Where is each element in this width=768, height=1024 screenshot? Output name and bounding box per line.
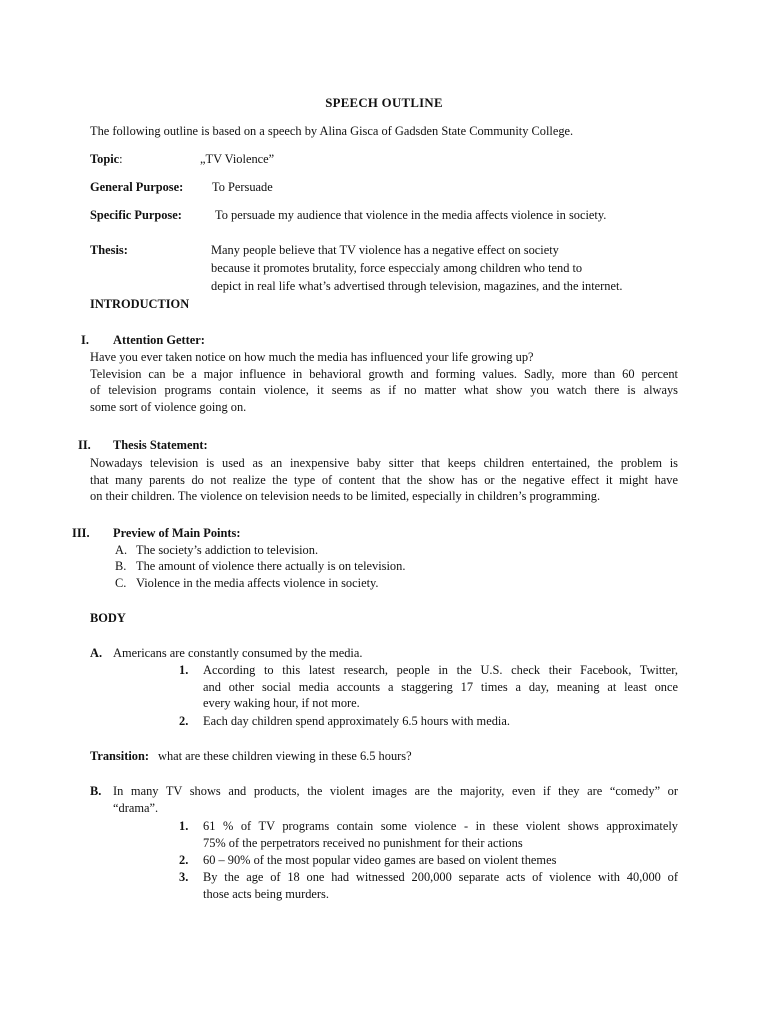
paragraph-line: Television can be a major influence in behavioral growth and forming values. Sadly, more than 60 percent [90, 366, 678, 381]
paragraph-line: “drama”. [113, 800, 159, 815]
thesis-line: because it promotes brutality, force especcialy among children who tend to [211, 261, 583, 275]
body-heading: BODY [90, 611, 126, 625]
specific-purpose-label: Specific Purpose: [90, 208, 182, 222]
thesis-line: Many people believe that TV violence has a negative effect on society [211, 243, 559, 257]
preview-letter: B. [115, 559, 127, 573]
paragraph-line: 75% of the perpetrators received no punishment for their actions [203, 835, 523, 850]
preview-point: The society’s addiction to television. [136, 543, 319, 557]
item-number: 2. [179, 714, 189, 728]
body-subitem [203, 818, 678, 851]
topic-value: „TV Violence” [200, 152, 275, 166]
paragraph-line: that many parents do not realize the type of content that the show has or the negative effect it might have [90, 472, 678, 487]
body-subitem [203, 869, 678, 902]
body-subitem: Each day children spend approximately 6.5 hours with media. [203, 714, 510, 728]
paragraph-line: Have you ever taken notice on how much the media has influenced your life growing up? [90, 350, 534, 364]
intro-line: The following outline is based on a speech by Alina Gisca of Gadsden State Community College. [90, 124, 574, 138]
paragraph-line: According to this latest research, people in the U.S. check their Facebook, Twitter, [203, 663, 678, 677]
paragraph-line: on their children. The violence on television needs to be limited, especially in children’s programming. [90, 489, 601, 504]
paragraph-line: every waking hour, if not more. [203, 696, 360, 711]
item-number: 3. [179, 870, 189, 884]
section-numeral: II. [78, 438, 91, 452]
paragraph-line: those acts being murders. [203, 886, 329, 901]
thesis-statement-heading: Thesis Statement: [113, 438, 208, 452]
paragraph-line: 61 % of TV programs contain some violence - in these violent shows approximately [203, 819, 678, 833]
body-point-text [113, 783, 678, 816]
general-purpose-value: To Persuade [212, 180, 273, 194]
introduction-heading: INTRODUCTION [90, 297, 190, 311]
paragraph-line: By the age of 18 one had witnessed 200,000 separate acts of violence with 40,000 of [203, 870, 678, 884]
preview-heading: Preview of Main Points: [113, 526, 241, 540]
general-purpose-label: General Purpose: [90, 180, 184, 194]
body-point-letter: A. [90, 646, 103, 660]
thesis-line: depict in real life what’s advertised through television, magazines, and the internet. [211, 279, 623, 293]
thesis-statement-text [90, 455, 678, 505]
item-number: 2. [179, 853, 189, 867]
page-title: SPEECH OUTLINE [325, 96, 443, 110]
transition-text: what are these children viewing in these 6.5 hours? [158, 749, 412, 763]
item-number: 1. [179, 819, 189, 833]
section-numeral: I. [81, 333, 89, 347]
preview-letter: C. [115, 576, 127, 590]
body-point-text: Americans are constantly consumed by the media. [113, 646, 363, 660]
attention-getter-heading: Attention Getter: [113, 333, 205, 347]
body-point-letter: B. [90, 784, 102, 798]
preview-point: Violence in the media affects violence in society. [136, 576, 379, 590]
preview-point: The amount of violence there actually is on television. [136, 559, 406, 573]
specific-purpose-value: To persuade my audience that violence in the media affects violence in society. [215, 208, 607, 222]
paragraph-line: of television programs contain violence, it seems as if no matter what show you watch there is always [90, 383, 678, 398]
paragraph-line: some sort of violence going on. [90, 399, 247, 414]
paragraph-line: Nowadays television is used as an inexpensive baby sitter that keeps children entertained, the problem is [90, 456, 678, 470]
transition-label: Transition: [90, 749, 149, 763]
item-number: 1. [179, 663, 189, 677]
body-subitem: 60 – 90% of the most popular video games are based on violent themes [203, 853, 557, 867]
attention-getter-text [90, 349, 678, 415]
paragraph-line: In many TV shows and products, the violent images are the majority, even if they are “comedy” or [113, 784, 678, 798]
paragraph-line: and other social media accounts a staggering 17 times a day, meaning at least once [203, 679, 678, 694]
body-subitem [203, 662, 678, 712]
thesis-label: Thesis: [90, 243, 128, 257]
section-numeral: III. [72, 526, 90, 540]
topic-label: Topic: [90, 152, 123, 166]
preview-letter: A. [115, 543, 128, 557]
